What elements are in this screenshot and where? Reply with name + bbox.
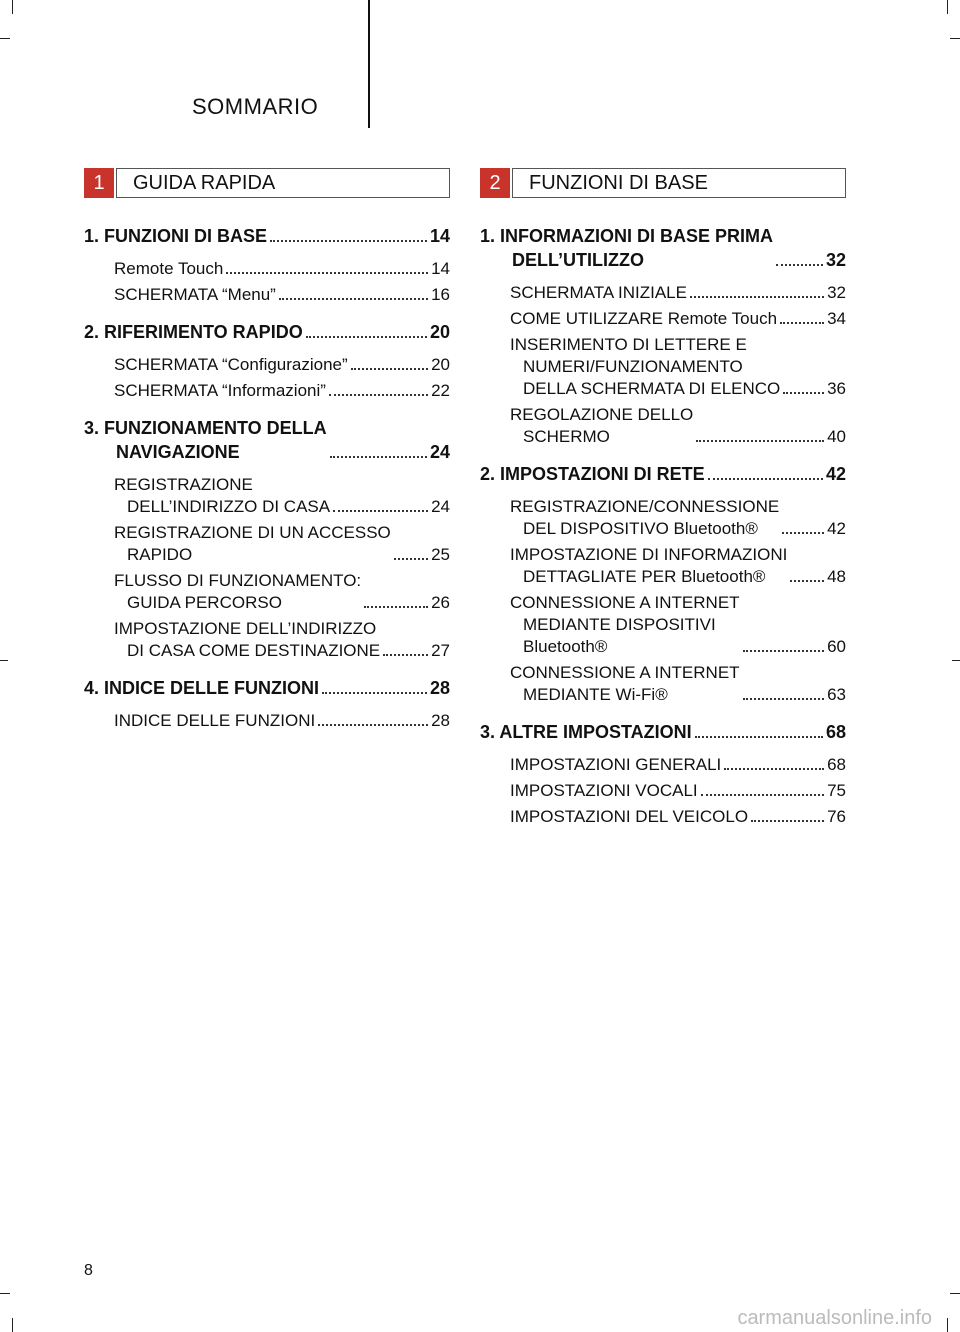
section-header-2 — [480, 168, 846, 198]
toc-item-link[interactable] — [510, 544, 846, 588]
dot-leader — [790, 580, 824, 582]
toc-entry-page: 68 — [825, 722, 846, 742]
toc-entry-label: IMPOSTAZIONE DI INFORMAZIONI DETTAGLIATE PER Bluetooth® — [510, 545, 788, 586]
toc-chapter-link[interactable] — [84, 676, 450, 700]
dot-leader — [330, 456, 427, 458]
dot-leader — [780, 322, 824, 324]
toc-entry-page: 48 — [827, 567, 846, 586]
section-title: GUIDA RAPIDA — [116, 168, 450, 198]
dot-leader — [364, 606, 428, 608]
crop-mark — [950, 38, 960, 39]
toc-entry-page: 42 — [825, 464, 846, 484]
dot-leader — [394, 558, 428, 560]
page-title: SOMMARIO — [192, 94, 319, 119]
toc-entry-label: 3. FUNZIONAMENTO DELLA NAVIGAZIONE — [84, 418, 327, 462]
toc-item-link[interactable] — [114, 710, 450, 732]
toc-chapter-link[interactable] — [480, 462, 846, 486]
toc-item-link[interactable] — [510, 404, 846, 448]
section-number: 1 — [84, 168, 114, 198]
toc-item-link[interactable] — [114, 570, 450, 614]
toc-entry-label: REGISTRAZIONE/CONNESSIONE DEL DISPOSITIVO Bluetooth® — [510, 497, 780, 538]
dot-leader — [318, 724, 428, 726]
toc-chapter-link[interactable] — [84, 224, 450, 248]
toc-entry-page: 20 — [429, 322, 450, 342]
section-title: FUNZIONI DI BASE — [512, 168, 846, 198]
dot-leader — [743, 650, 825, 652]
dot-leader — [306, 336, 427, 338]
toc-entry-label: IMPOSTAZIONE DELL’INDIRIZZO DI CASA COME DESTINAZIONE — [114, 619, 381, 660]
toc-entry-label: SCHERMATA “Configurazione” — [114, 355, 348, 374]
toc-item-link[interactable] — [510, 806, 846, 828]
watermark: carmanualsonline.info — [737, 1307, 932, 1329]
toc-entry-label: SCHERMATA “Menu” — [114, 285, 276, 304]
dot-leader — [782, 532, 824, 534]
toc-item-link[interactable] — [510, 282, 846, 304]
toc-chapter-link[interactable] — [84, 416, 450, 464]
toc-item-link[interactable] — [510, 308, 846, 330]
toc-entry-page: 34 — [827, 309, 846, 328]
toc-item-link[interactable] — [510, 754, 846, 776]
toc-entry-label: IMPOSTAZIONI VOCALI — [510, 781, 698, 800]
toc-entry-label: CONNESSIONE A INTERNET MEDIANTE Wi-Fi® — [510, 663, 740, 704]
toc-entry-label: SCHERMATA INIZIALE — [510, 283, 687, 302]
toc-entry-label: INDICE DELLE FUNZIONI — [114, 711, 316, 730]
toc-entry-label: SCHERMATA “Informazioni” — [114, 381, 326, 400]
toc-entry-page: 40 — [827, 427, 846, 446]
toc-entry-label: IMPOSTAZIONI DEL VEICOLO — [510, 807, 749, 826]
toc-entry-label: COME UTILIZZARE Remote Touch — [510, 309, 778, 328]
toc-entry-label: REGISTRAZIONE DI UN ACCESSO RAPIDO — [114, 523, 391, 564]
toc-column-left — [84, 210, 450, 736]
section-number: 2 — [480, 168, 510, 198]
dot-leader — [279, 298, 428, 300]
toc-item-link[interactable] — [510, 592, 846, 658]
dot-leader — [690, 296, 824, 298]
toc-item-link[interactable] — [114, 618, 450, 662]
toc-entry-page: 42 — [827, 519, 846, 538]
dot-leader — [695, 736, 823, 738]
toc-entry-page: 22 — [431, 381, 450, 400]
toc-chapter-link[interactable] — [480, 720, 846, 744]
toc-item-link[interactable] — [114, 522, 450, 566]
dot-leader — [776, 264, 823, 266]
toc-item-link[interactable] — [510, 496, 846, 540]
crop-mark — [947, 1318, 948, 1332]
crop-mark — [950, 1293, 960, 1294]
toc-entry-page: 24 — [429, 442, 450, 462]
toc-entry-label: Remote Touch — [114, 259, 224, 278]
dot-leader — [333, 510, 428, 512]
dot-leader — [383, 654, 428, 656]
toc-entry-page: 76 — [827, 807, 846, 826]
toc-entry-page: 14 — [429, 226, 450, 246]
toc-entry-page: 68 — [827, 755, 846, 774]
toc-chapter-link[interactable] — [84, 320, 450, 344]
toc-entry-page: 14 — [431, 259, 450, 278]
toc-entry-page: 27 — [431, 641, 450, 660]
dot-leader — [226, 272, 428, 274]
dot-leader — [701, 794, 824, 796]
toc-chapter-link[interactable] — [480, 224, 846, 272]
toc-entry-label: 3. ALTRE IMPOSTAZIONI — [480, 722, 692, 742]
header-divider — [368, 0, 370, 128]
crop-mark — [952, 660, 960, 661]
crop-mark — [0, 660, 8, 661]
toc-entry-label: 4. INDICE DELLE FUNZIONI — [84, 678, 320, 698]
dot-leader — [724, 768, 824, 770]
dot-leader — [696, 440, 824, 442]
dot-leader — [783, 392, 824, 394]
dot-leader — [351, 368, 428, 370]
toc-entry-page: 32 — [825, 250, 846, 270]
crop-mark — [12, 1318, 13, 1332]
toc-entry-label: REGOLAZIONE DELLO SCHERMO — [510, 405, 694, 446]
toc-entry-page: 24 — [431, 497, 450, 516]
toc-entry-page: 32 — [827, 283, 846, 302]
toc-entry-page: 60 — [827, 637, 846, 656]
toc-entry-page: 26 — [431, 593, 450, 612]
toc-column-right — [480, 210, 846, 832]
toc-entry-label: FLUSSO DI FUNZIONAMENTO: GUIDA PERCORSO — [114, 571, 362, 612]
dot-leader — [329, 394, 428, 396]
crop-mark — [0, 38, 10, 39]
toc-entry-page: 75 — [827, 781, 846, 800]
toc-item-link[interactable] — [114, 474, 450, 518]
toc-entry-label: CONNESSIONE A INTERNET MEDIANTE DISPOSITIVI Bluetooth® — [510, 593, 740, 656]
toc-entry-page: 28 — [431, 711, 450, 730]
toc-entry-page: 36 — [827, 379, 846, 398]
toc-item-link[interactable] — [114, 354, 450, 376]
toc-entry-page: 28 — [429, 678, 450, 698]
page-number: 8 — [84, 1262, 93, 1279]
toc-item-link[interactable] — [114, 258, 450, 280]
toc-entry-label: 2. RIFERIMENTO RAPIDO — [84, 322, 303, 342]
toc-item-link[interactable] — [114, 380, 450, 402]
toc-entry-label: 1. FUNZIONI DI BASE — [84, 226, 268, 246]
toc-item-link[interactable] — [510, 780, 846, 802]
dot-leader — [708, 478, 823, 480]
crop-mark — [947, 0, 948, 14]
toc-entry-label: IMPOSTAZIONI GENERALI — [510, 755, 722, 774]
toc-entry-label: REGISTRAZIONE DELL’INDIRIZZO DI CASA — [114, 475, 331, 516]
crop-mark — [0, 1293, 10, 1294]
toc-entry-label: INSERIMENTO DI LETTERE E NUMERI/FUNZIONAMENTO DELLA SCHERMATA DI ELENCO — [510, 335, 781, 398]
dot-leader — [270, 240, 427, 242]
toc-entry-label: 2. IMPOSTAZIONI DI RETE — [480, 464, 705, 484]
toc-entry-page: 16 — [431, 285, 450, 304]
dot-leader — [743, 698, 825, 700]
toc-entry-page: 63 — [827, 685, 846, 704]
toc-item-link[interactable] — [114, 284, 450, 306]
toc-entry-page: 25 — [431, 545, 450, 564]
toc-item-link[interactable] — [510, 334, 846, 400]
dot-leader — [322, 692, 427, 694]
toc-entry-label: 1. INFORMAZIONI DI BASE PRIMA DELL’UTILIZZO — [480, 226, 774, 270]
dot-leader — [751, 820, 824, 822]
crop-mark — [12, 0, 13, 14]
toc-item-link[interactable] — [510, 662, 846, 706]
section-header-1 — [84, 168, 450, 198]
toc-entry-page: 20 — [431, 355, 450, 374]
